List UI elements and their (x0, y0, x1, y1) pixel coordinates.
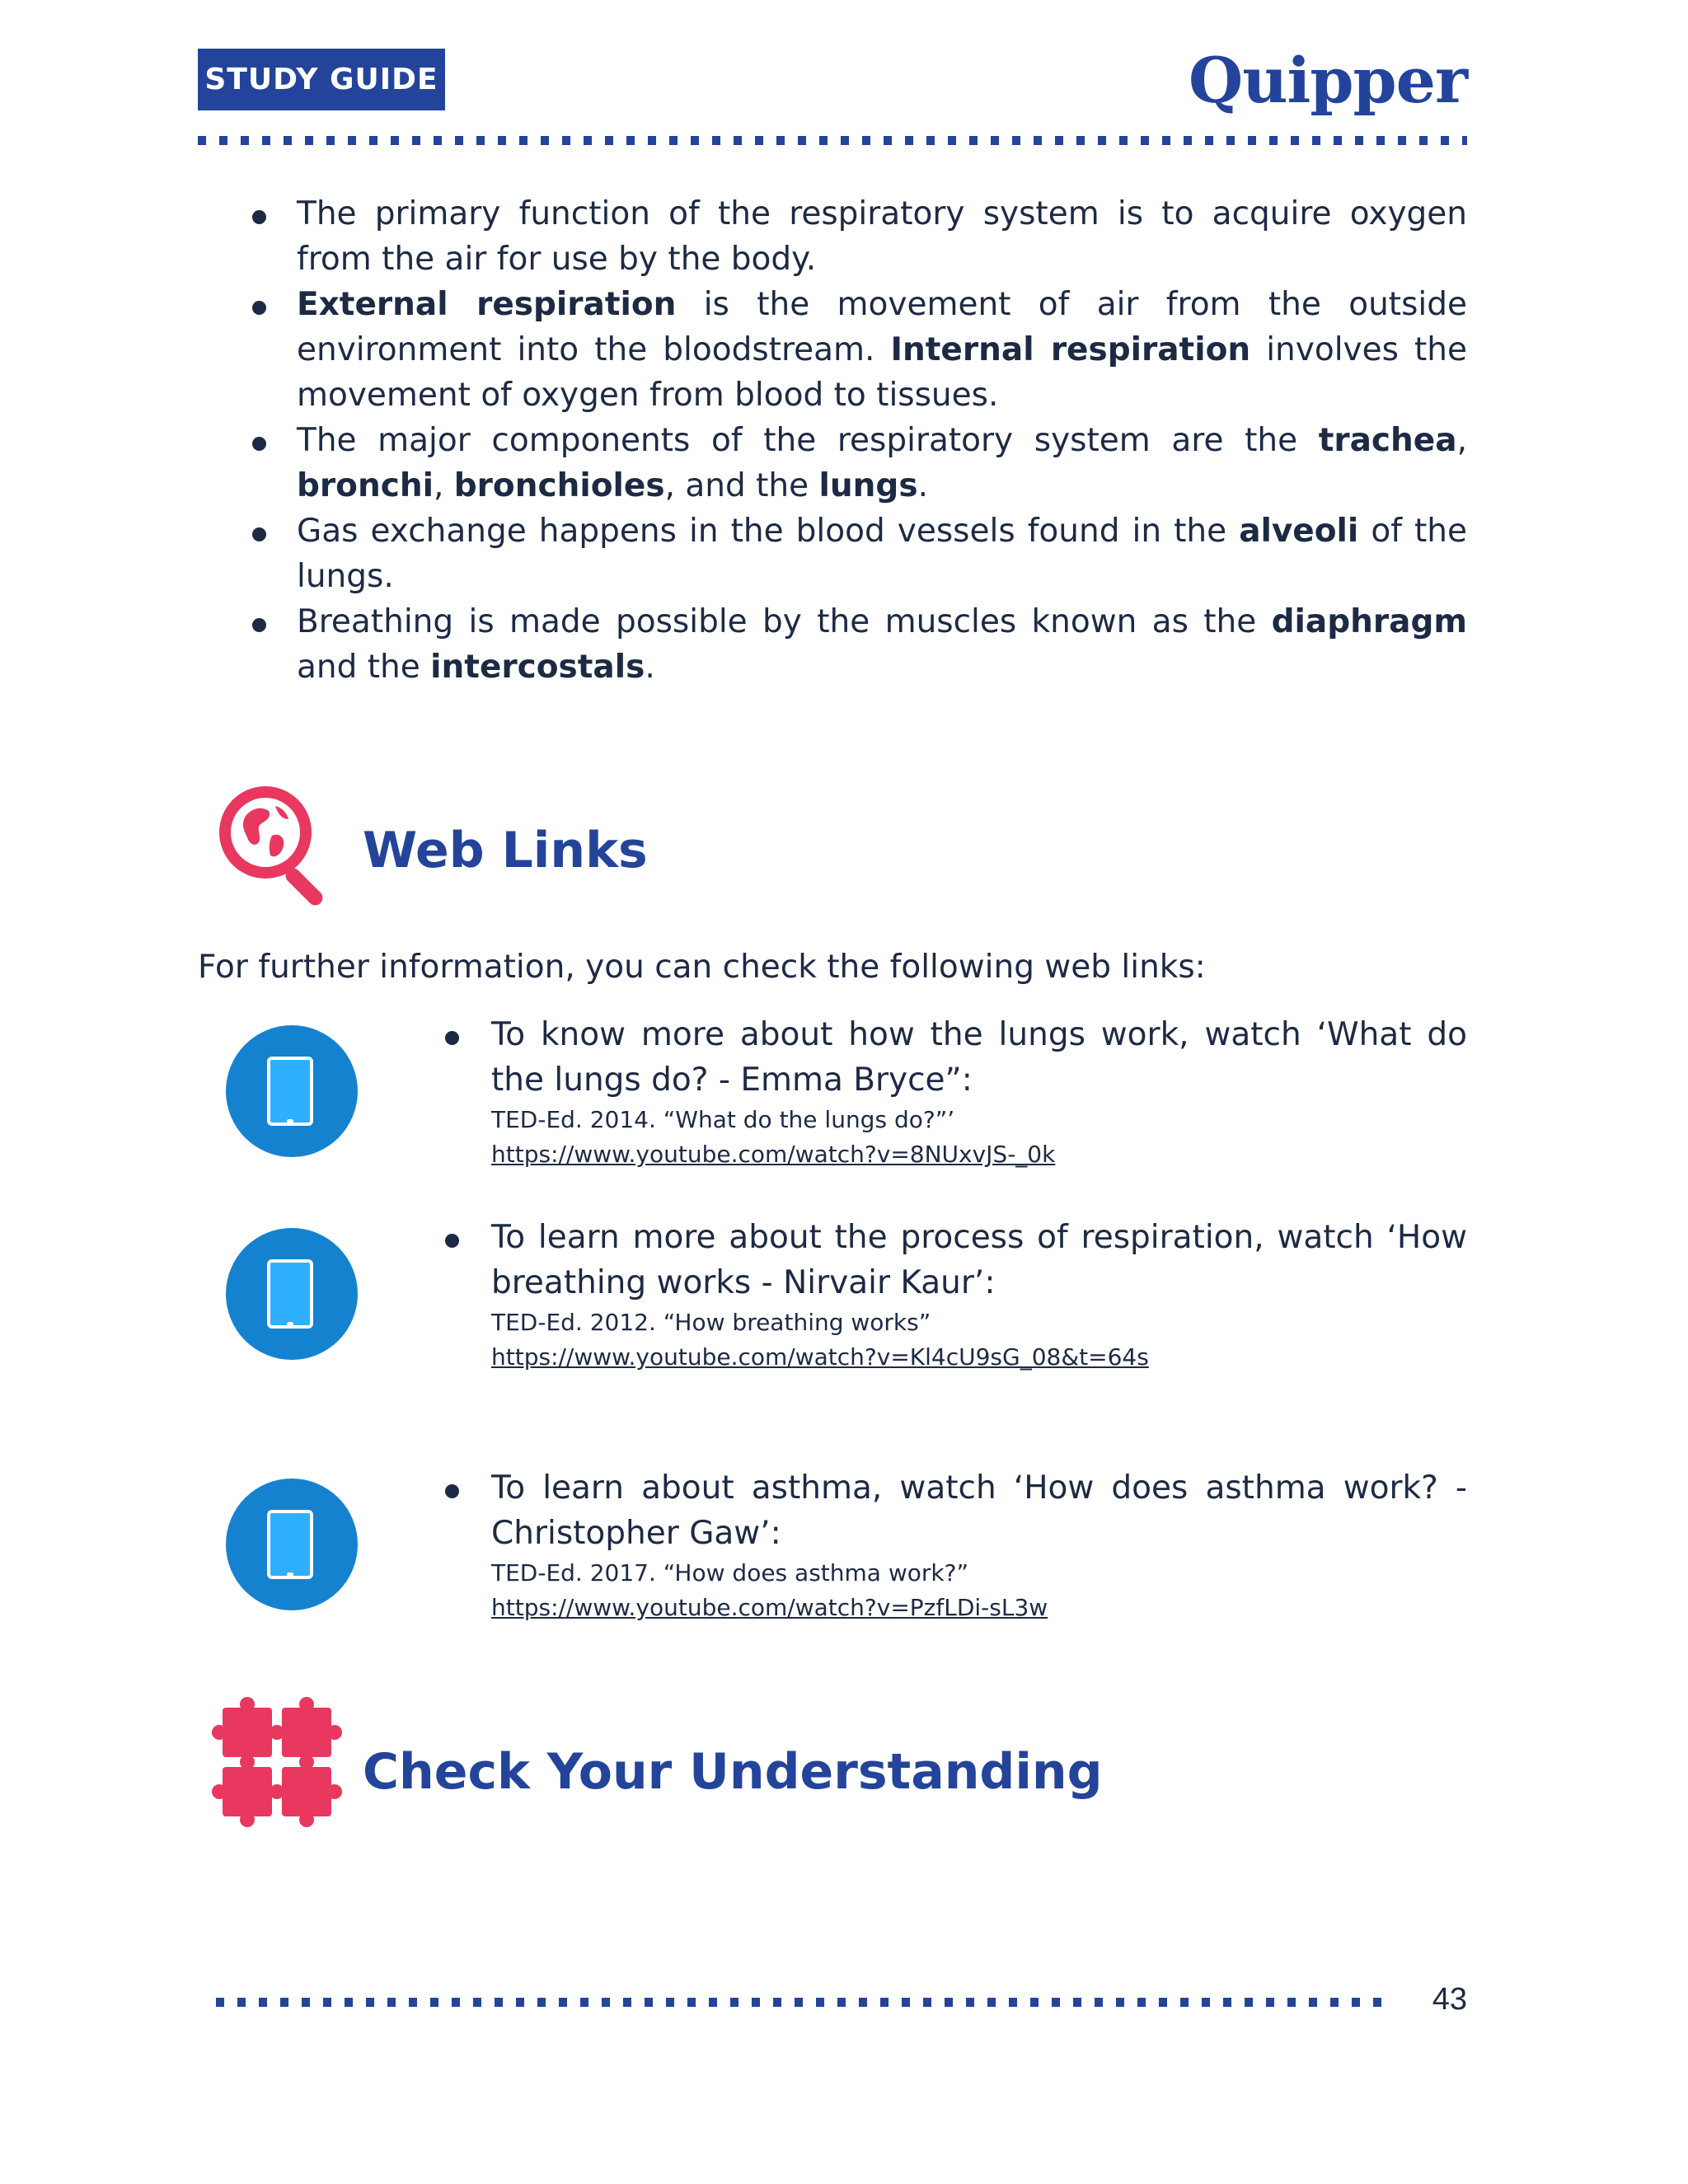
bold-term: intercostals (430, 649, 645, 686)
summary-item: The primary function of the respiratory system is to acquire oxygen from the air for use by the body. (239, 191, 1467, 282)
web-link-description: To learn about asthma, watch ‘How does asthma work? - Christopher Gaw’: (437, 1465, 1467, 1556)
tablet-icon (226, 1025, 358, 1157)
web-link-citation: TED-Ed. 2014. “What do the lungs do?”’ (491, 1106, 955, 1133)
page-number: 43 (1432, 1982, 1467, 2017)
bold-term: lungs (818, 467, 918, 504)
globe-magnifier-icon (211, 778, 343, 910)
check-understanding-title: Check Your Understanding (363, 1743, 1103, 1801)
web-link-item (437, 1465, 1467, 1625)
web-link-description: To learn more about the process of respiration, watch ‘How breathing works - Nirvair Kaur’: (437, 1215, 1467, 1305)
web-link-url[interactable]: https://www.youtube.com/watch?v=PzfLDi-sL3w (491, 1594, 1048, 1621)
summary-item: Gas exchange happens in the blood vessels found in the alveoli of the lungs. (239, 509, 1467, 599)
summary-item: The major components of the respiratory system are the trachea, bronchi, bronchioles, and the lungs. (239, 418, 1467, 509)
footer-dotted-divider (216, 1998, 1395, 2007)
web-link-url[interactable]: https://www.youtube.com/watch?v=8NUxvJS-_0k (491, 1141, 1056, 1168)
summary-item: Breathing is made possible by the muscles known as the diaphragm and the intercostals. (239, 599, 1467, 690)
bold-term: bronchioles (453, 467, 665, 504)
web-link-citation: TED-Ed. 2012. “How breathing works” (491, 1309, 931, 1336)
puzzle-icon (211, 1696, 343, 1828)
summary-item: External respiration is the movement of air from the outside environment into the bloodstream. Internal respiration involves the movement of oxygen from blood to tissues. (239, 282, 1467, 418)
bold-term: diaphragm (1271, 603, 1467, 640)
web-link-description: To know more about how the lungs work, watch ‘What do the lungs do? - Emma Bryce”: (437, 1012, 1467, 1103)
bold-term: External respiration (297, 286, 677, 323)
web-links-title: Web Links (363, 822, 648, 879)
web-link-item (437, 1012, 1467, 1172)
web-link-citation: TED-Ed. 2017. “How does asthma work?” (491, 1559, 968, 1586)
quipper-logo: Quipper (1188, 44, 1467, 117)
web-link-item (437, 1215, 1467, 1375)
summary-list (239, 191, 1467, 690)
study-guide-badge: STUDY GUIDE (198, 49, 445, 110)
bold-term: trachea (1318, 422, 1457, 459)
bold-term: bronchi (297, 467, 434, 504)
tablet-icon (226, 1228, 358, 1360)
web-link-url[interactable]: https://www.youtube.com/watch?v=Kl4cU9sG_08&t=64s (491, 1343, 1149, 1371)
bold-term: alveoli (1239, 513, 1359, 550)
web-links-intro: For further information, you can check the following web links: (198, 949, 1206, 986)
header-dotted-divider (198, 136, 1467, 145)
bold-term: Internal respiration (890, 331, 1251, 368)
tablet-icon (226, 1479, 358, 1610)
